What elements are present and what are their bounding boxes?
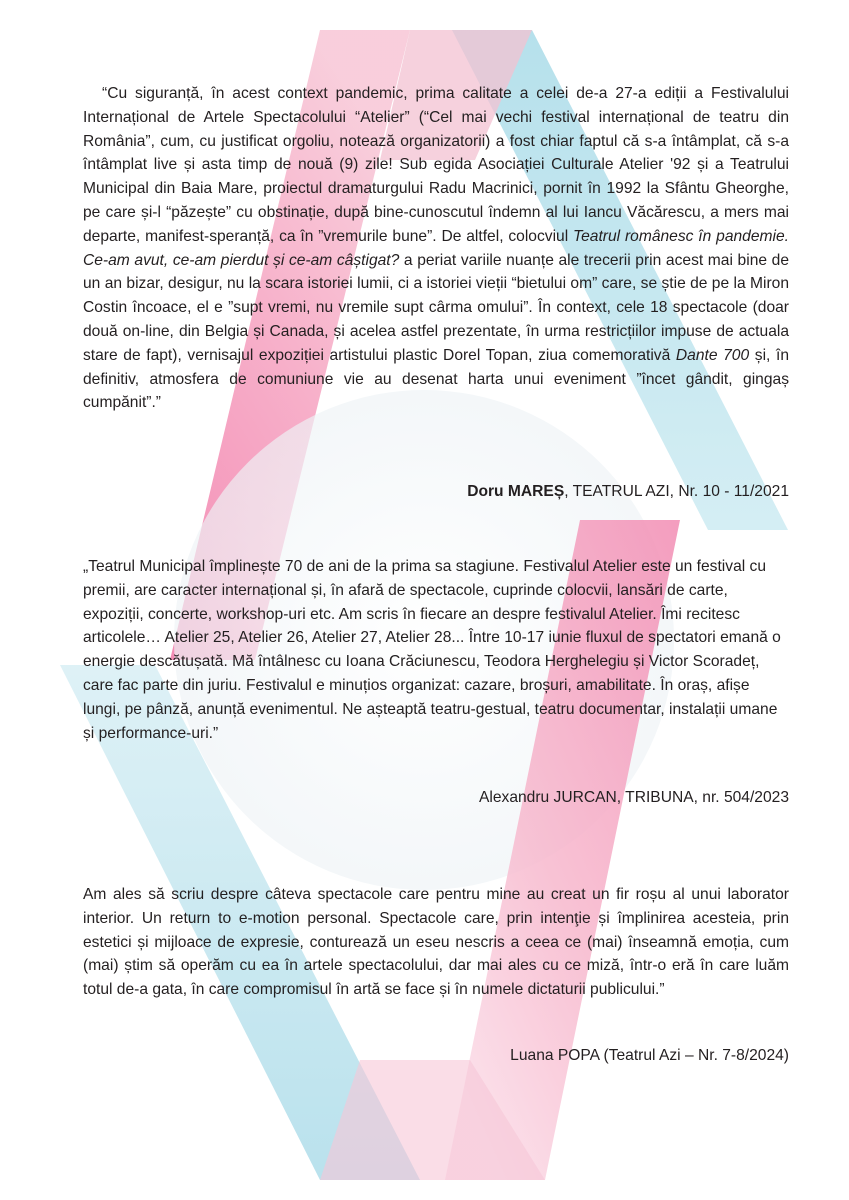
quote-1-author: Doru MAREȘ (467, 483, 565, 500)
quote-3-credit: Luana POPA (Teatrul Azi – Nr. 7-8/2024) (510, 1047, 789, 1064)
quote-1-part-1: “Cu siguranță, în acest context pandemic, prima calitate a celei de-a 27-a ediții a Festivalului Internațional de Artele Spectacolului “Atelier” (“Cel mai vechi festival internațional de teatru din România”, cum, cu justificat orgoliu, notează organizatorii) a fost chiar faptul că s-a întâmplat, că s-a întâmplat live și asta timp de nouă (9) zile! Sub egida Asociației Culturale Atelier '92 și a Teatrului Municipal din Baia Mare, proiectul dramaturgului Radu Macrinici, pornit în 1992 la Sfântu Gheorghe, pe care și-l “păzește” cu obstinație, după bine-cunoscutul îndemn al lui Iancu Văcărescu, a mers mai departe, manifest-speranță, ca în ”vremurile bune”. De altfel, colocviul (83, 85, 789, 245)
quote-1-part-2: a periat variile nuanțe ale trecerii prin acest mai bine de un an bizar, desigur, nu la scara istoriei lumii, ci a istoriei vieții “bietului om” care, se știe de pe la Miron Costin încoace, el e ”supt vremi, nu vremile supt cârma omului”. În context, cele 18 spectacole (doar două on-line, din Belgia și Canada, și acelea astfel prezentate, în urma restricțiilor impuse de actuala stare de fapt), vernisajul expoziției artistului plastic Dorel Topan, ziua comemorativă (83, 251, 789, 364)
quote-1-italic-title: Teatrul românesc în pandemie. Ce-am avut, ce-am pierdut și ce-am câștigat? (83, 227, 789, 269)
quote-2-credit: Alexandru JURCAN, TRIBUNA, nr. 504/2023 (479, 789, 789, 806)
quote-2-text: „Teatrul Municipal împlinește 70 de ani de la prima sa stagiune. Festivalul Atelier este un festival cu premii, are caracter internațional și, în afară de spectacole, cuprinde colocvii, lansări de carte, expoziții, concerte, workshop-uri etc. Am scris în fiecare an despre festivalul Atelier. Îmi recitesc articolele… Atelier 25, Atelier 26, Atelier 27, Atelier 28... Între 10-17 iunie fluxul de spectatori emană o energie descătușată. Mă întâlnesc cu Ioana Crăciunescu, Teodora Herghelegiu și Victor Scoradeț, care fac parte din juriu. Festivalul e minuțios organizat: cazare, broșuri, amabilitate. În oraș, afișe lungi, pe pânză, anunță evenimentul. Ne așteaptă teatru-gestual, teatru documentar, instalații umane și performance-uri.” (83, 558, 781, 742)
quote-1-credit (467, 482, 789, 502)
quote-1-text (83, 82, 789, 415)
quote-1-part-3: și, în definitiv, atmosfera de comuniune vie au desenat harta unui eveniment ”încet gândit, gingaș cumpănit”.” (83, 346, 790, 412)
quote-3-text: Am ales să scriu despre câteva spectacole care pentru mine au creat un fir roșu al unui laborator interior. Un return to e-motion personal. Spectacole care, prin intenţie și împlinirea acesteia, prin estetici și mijloace de expresie, conturează un eseu nescris a ceea ce (mai) înseamnă emoția, cum (mai) știm să operăm cu ea în artele spectacolului, dar mai ales cu ce miză, într-o eră în care luăm totul de-a gata, în care compromisul în artă se face și în numele dictaturii publicului.” (83, 886, 789, 999)
quote-1-italic-event: Dante 700 (675, 346, 750, 364)
quote-1-source: , TEATRUL AZI, Nr. 10 - 11/2021 (564, 483, 789, 500)
